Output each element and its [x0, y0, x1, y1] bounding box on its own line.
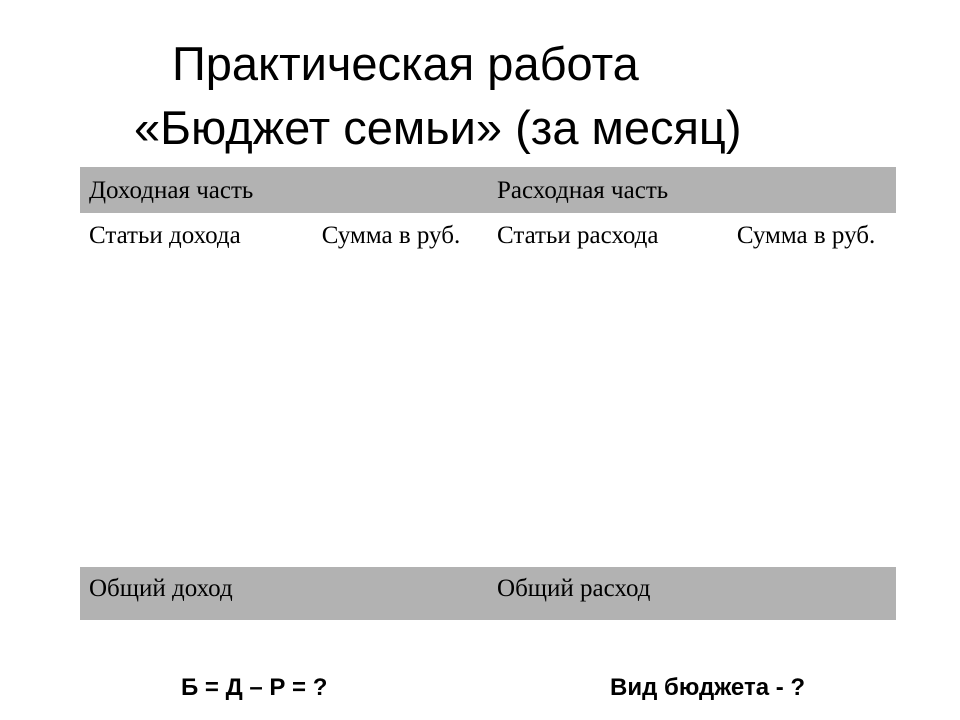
table-header-row — [80, 167, 896, 213]
expense-header-cell: Расходная часть — [488, 167, 896, 213]
table-row — [80, 213, 896, 567]
total-income-cell: Общий доход — [80, 567, 488, 620]
total-expense-cell: Общий расход — [488, 567, 896, 620]
table-total-row — [80, 567, 896, 620]
budget-type-question: Вид бюджета - ? — [610, 674, 806, 701]
title-line-1: Практическая работа — [172, 37, 639, 90]
income-sum-label: Сумма в руб. — [321, 222, 461, 249]
budget-table — [80, 167, 896, 620]
expense-sum-label: Сумма в руб. — [736, 222, 876, 249]
title-line-2: «Бюджет семьи» (за месяц) — [134, 101, 742, 154]
income-items-label: Статьи дохода — [89, 222, 241, 249]
balance-formula: Б = Д – Р = ? — [181, 674, 328, 701]
expense-items-label: Статьи расхода — [497, 222, 659, 249]
income-header-cell: Доходная часть — [80, 167, 488, 213]
